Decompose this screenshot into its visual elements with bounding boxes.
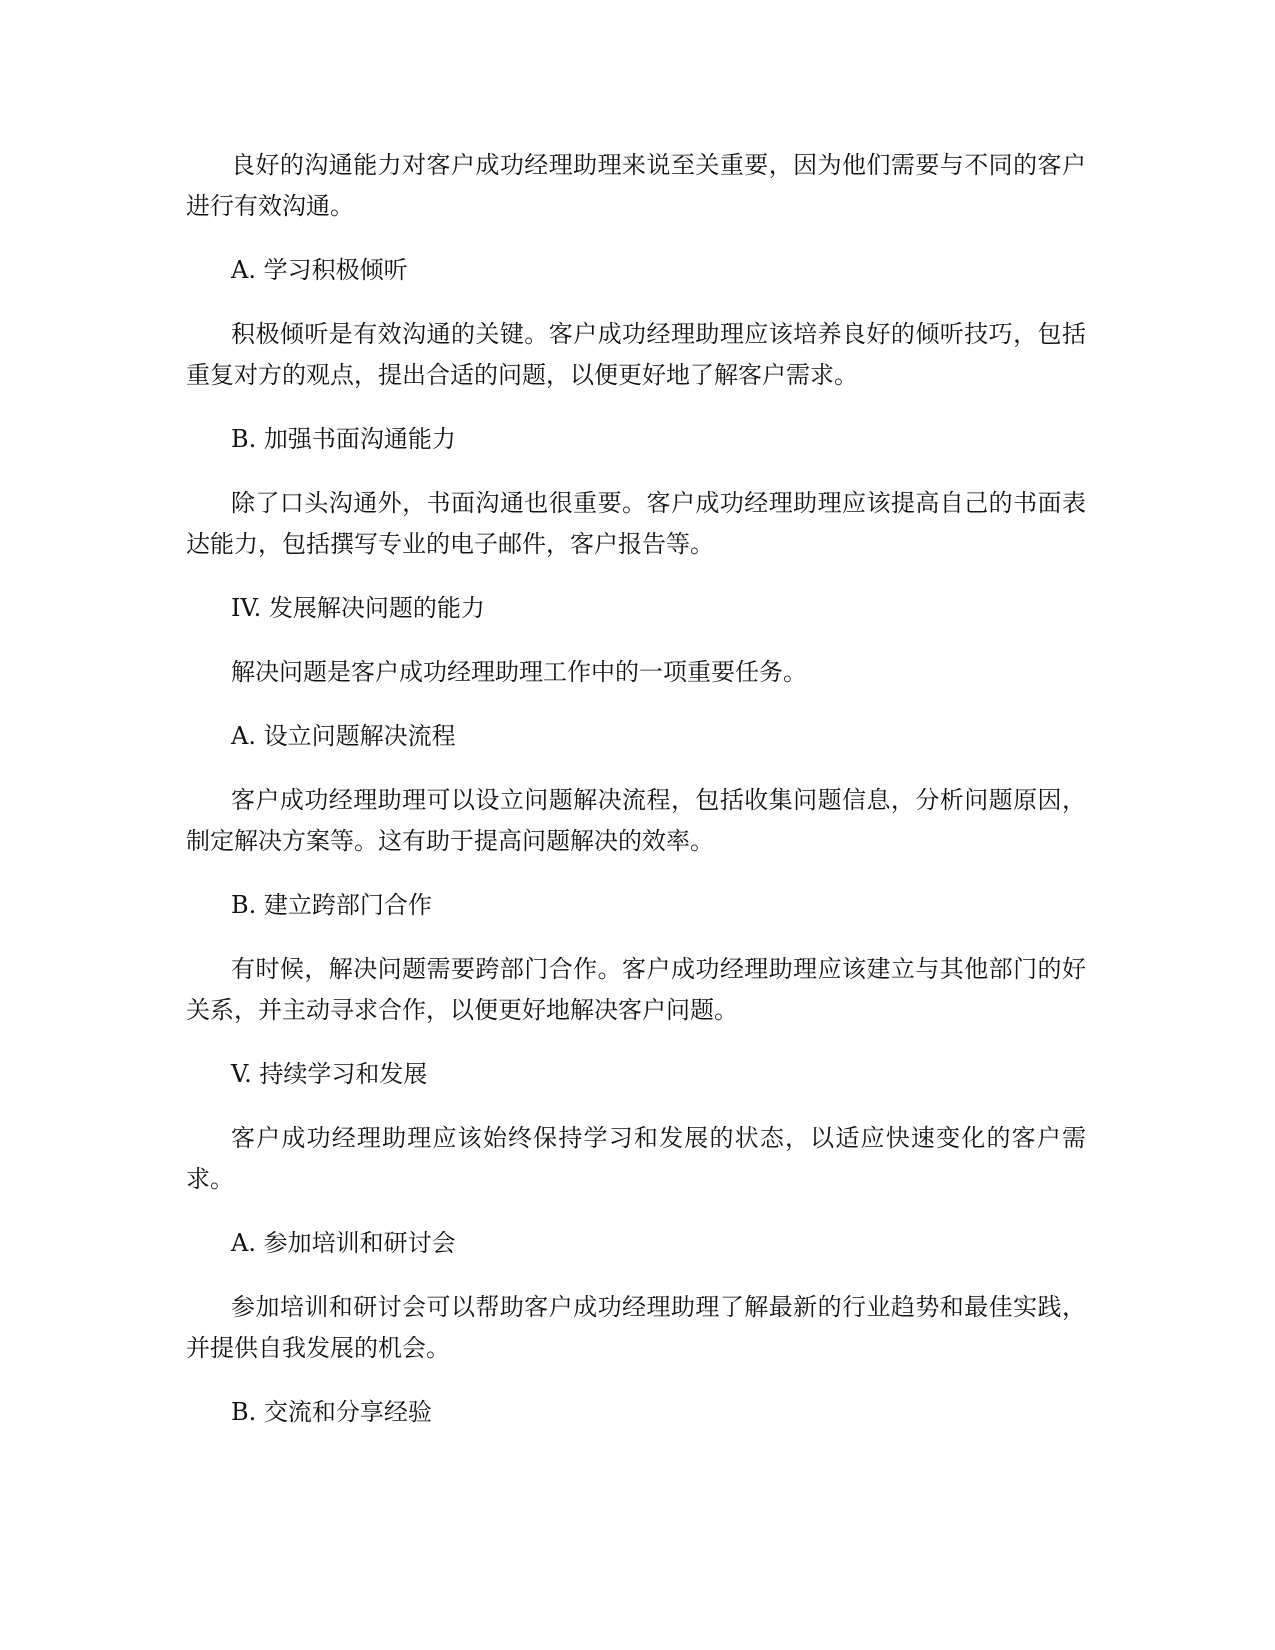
heading-problem-process: A. 设立问题解决流程 bbox=[231, 722, 456, 750]
heading-problem-solving: IV. 发展解决问题的能力 bbox=[231, 594, 485, 622]
heading-cross-department: B. 建立跨部门合作 bbox=[231, 891, 432, 919]
paragraph-written-communication: 除了口头沟通外，书面沟通也很重要。客户成功经理助理应该提高自己的书面表达能力，包括撰写专业的电子邮件，客户报告等。 bbox=[186, 489, 1086, 558]
heading-written-communication: B. 加强书面沟通能力 bbox=[231, 425, 456, 453]
paragraph-cross-department: 有时候，解决问题需要跨部门合作。客户成功经理助理应该建立与其他部门的好关系，并主动寻求合作，以便更好地解决客户问题。 bbox=[186, 955, 1086, 1024]
paragraph-training-seminars: 参加培训和研讨会可以帮助客户成功经理助理了解最新的行业趋势和最佳实践，并提供自我发展的机会。 bbox=[186, 1293, 1086, 1362]
heading-active-listening: A. 学习积极倾听 bbox=[231, 256, 408, 284]
paragraph-problem-solving-intro: 解决问题是客户成功经理助理工作中的一项重要任务。 bbox=[231, 658, 807, 686]
heading-continuous-learning: V. 持续学习和发展 bbox=[231, 1060, 428, 1088]
paragraph-communication-intro: 良好的沟通能力对客户成功经理助理来说至关重要，因为他们需要与不同的客户进行有效沟通。 bbox=[186, 151, 1086, 220]
document-body bbox=[186, 145, 1086, 1456]
paragraph-active-listening: 积极倾听是有效沟通的关键。客户成功经理助理应该培养良好的倾听技巧，包括重复对方的观点，提出合适的问题，以便更好地了解客户需求。 bbox=[186, 320, 1086, 389]
paragraph-problem-process: 客户成功经理助理可以设立问题解决流程，包括收集问题信息，分析问题原因，制定解决方案等。这有助于提高问题解决的效率。 bbox=[186, 786, 1086, 855]
heading-share-experience: B. 交流和分享经验 bbox=[231, 1398, 432, 1426]
paragraph-continuous-learning: 客户成功经理助理应该始终保持学习和发展的状态，以适应快速变化的客户需求。 bbox=[186, 1124, 1086, 1193]
heading-training-seminars: A. 参加培训和研讨会 bbox=[231, 1229, 456, 1257]
